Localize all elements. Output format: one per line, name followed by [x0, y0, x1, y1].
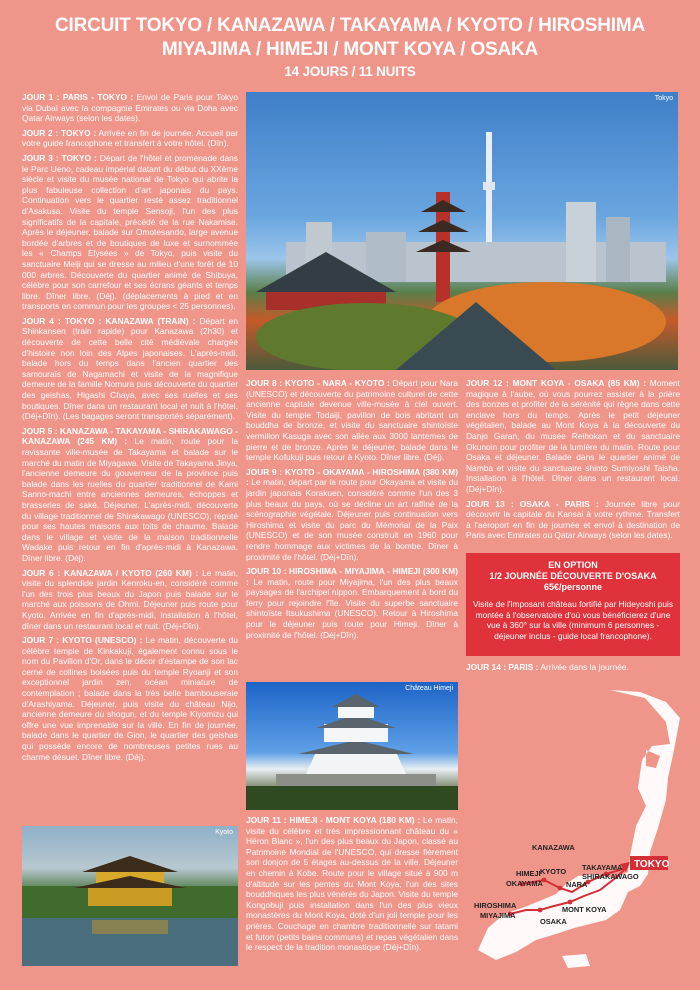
day-2	[22, 128, 238, 149]
map-label-kanazawa: KANAZAWA	[532, 843, 575, 852]
day-title: JOUR 13 : OSAKA - PARIS :	[466, 498, 599, 509]
day-title: JOUR 5 : KANAZAWA - TAKAYAMA - SHIRAKAWAGO - KANAZAWA (245 KM) :	[22, 425, 238, 447]
day-5	[22, 426, 238, 564]
map-label-takayama: TAKAYAMA	[582, 863, 623, 872]
kinkakuji-illustration	[22, 826, 238, 966]
day-title: JOUR 6 : KANAZAWA / KYOTO (260 KM) :	[22, 567, 199, 578]
map-label-okayama: OKAYAMA	[506, 879, 543, 888]
day-text: Le matin, départ par la route pour Okayama et visite du jardin japonais Korakuen, considéré comme l'un des 3 plus beaux du pays, où se décline un art raffiné de la scénographie végétale. Déjeuner puis continuation vers Hiroshima et visite du parc du Mémorial de la Paix (UNESCO) et de son musée construit en 1960 pour rendre hommage aux victimes de la bombe. Dîner à proximité de l'hôtel. (Déj+Dîn).	[246, 477, 458, 562]
day-3	[22, 153, 238, 312]
japan-route-map	[470, 688, 682, 970]
day-text: Départ de l'hôtel et promenade dans le Parc Ueno, cadeau impérial datant du début du XXème siècle et visite du musée national de Tokyo qui abrite la plus fabuleuse collection d'art japonais du pays. Continuation vers le quartier resté assez traditionnel d'Asakusa. Visite du temple Sensoji, l'un des plus significatifs de la capitale, précédé de la rue Nakamise. Après le déjeuner, balade sur Omotesando, large avenue bordée d'arbres et de boutiques de luxe et surnommée les « Champs Elysées » de Tokyo, puis visite du sanctuaire Meiji qui se dresse au milieu d'une forêt de 10 000 arbres. Découverte du quartier animé de Shibuya, célèbre pour son carrefour et ses écrans géants et temps libre. Dîner libre. (Déj). (déplacements à pied et en transports en commun pour les groupes < 25 personnes).	[22, 152, 238, 312]
itinerary-column-3	[466, 378, 680, 545]
tokyo-photo-caption: Tokyo	[654, 95, 673, 102]
day-14	[466, 662, 680, 673]
tokyo-photo	[246, 92, 678, 370]
day-text: Le matin, route pour la ravissante ville-musée de Takayama et balade sur le marché du matin de Miyagawa. Visite de Takayama Jinya, l'ancienne demeure du gouverneur de la province puis balade dans les ruelles du quartier traditionnel de Kami Sanno-machi entre anciennes demeures, échoppes et brasseries de saké. Déjeuner. L'après-midi, découverte du village traditionnel de Shirakawago (UNESCO), réputé pour ses hautes maisons aux toits de chaume. Balade dans le village et visite de la maison traditionnelle Wadake puis retour en fin d'après-midi à Kanazawa. Dîner libre. (Déj).	[22, 436, 238, 563]
map-label-osaka: OSAKA	[540, 917, 567, 926]
day-12	[466, 378, 680, 495]
map-label-nara: NARA	[566, 880, 588, 889]
day-7	[22, 635, 238, 762]
option-heading: EN OPTION	[548, 560, 598, 570]
map-label-miyajima: MIYAJIMA	[480, 911, 516, 920]
himeji-photo-caption: Château Himeji	[405, 685, 453, 692]
day-1	[22, 92, 238, 124]
day-4	[22, 316, 238, 422]
day-13	[466, 499, 680, 541]
day-title: JOUR 1 : PARIS - TOKYO :	[22, 92, 134, 102]
map-label-shirakawago: SHIRAKAWAGO	[582, 872, 639, 881]
itinerary-column-2-continued	[246, 815, 458, 957]
option-box	[466, 553, 680, 656]
day-text: Arrivée en fin de journée. Accueil par votre guide francophone et transfert à votre hôtel. (Dîn).	[22, 127, 238, 149]
map-dot	[538, 908, 543, 913]
title-line-1: CIRCUIT TOKYO / KANAZAWA / TAKAYAMA / KYOTO / HIROSHIMA	[55, 15, 645, 36]
day-title: JOUR 12 : MONT KOYA - OSAKA (85 KM) :	[466, 378, 647, 388]
map-dot	[568, 900, 573, 905]
day-title: JOUR 14 : PARIS :	[466, 662, 539, 672]
day-title: JOUR 2 : TOKYO :	[22, 127, 97, 138]
day-text: Arrivée dans la journée.	[538, 662, 629, 672]
map-label-kyoto: KYOTO	[540, 867, 567, 876]
tokyo-skyline-illustration	[246, 92, 678, 370]
option-subheading: 1/2 JOURNÉE DÉCOUVERTE D'OSAKA	[489, 571, 657, 581]
option-price: 65€/personne	[543, 582, 603, 592]
day-title: JOUR 7 : KYOTO (UNESCO) :	[22, 635, 143, 646]
day-8	[246, 378, 458, 463]
day-title: JOUR 4 : TOKYO : KANAZAWA (TRAIN) :	[22, 315, 196, 326]
itinerary-column-2	[246, 378, 458, 644]
kyoto-photo-caption: Kyoto	[215, 829, 233, 836]
day-text: Moment magique à l'aube, où vous pourrez assister à la prière des bonzes et profiter de la sérénité qui règne dans cette enclave hors du temps. Après le petit déjeuner végétalien, balade au Mont Koya à la découverte du Danjo Garan, du musée Reihokan et du sanctuaire Okunoin pour profiter de la lumière du matin. Route pour Osaka et déjeuner. Balade dans le quartier animé de Namba et visite du sanctuaire shinto Sumiyoshi Taisha. Installation à l'hôtel. Dîner dans un restaurant local. (Déj+Dîn).	[466, 378, 680, 494]
map-label-mont-koya: MONT KOYA	[562, 905, 607, 914]
day-11	[246, 815, 458, 953]
title-line-2: MIYAJIMA / HIMEJI / MONT KOYA / OSAKA	[161, 39, 539, 60]
title-duration: 14 JOURS / 11 NUITS	[284, 64, 416, 79]
day-text: Le matin, visite du célèbre et très impressionnant château du « Héron Blanc », l'un des plus beaux du Japon, classé au Patrimoine Mondial de l'UNESCO, qui dresse fièrement son donjon de 5 étages au-dessus de la ville. Déjeuner en chemin à Kobe. Route pour le village situé à 900 m d'altitude sur les pentes du Mont Koya, l'un des sites bouddhiques les plus vénérés du Japon. Visite du temple Kongobuji puis installation dans l'un des plus vieux monastères du Mont Koya, doté d'un joli temple pour les prières. Couchage en chambre traditionnelle sur tatami et futon (petits bains communs) et repas végétalien dans le respect de la tradition monastique (Déj+Dîn).	[246, 815, 458, 953]
day-title: JOUR 8 : KYOTO - NARA - KYOTO :	[246, 378, 390, 388]
map-dot	[558, 886, 563, 891]
day-title: JOUR 10 : HIROSHIMA - MIYAJIMA - HIMEJI (300 KM) :	[246, 566, 458, 587]
day-text: Départ en Shinkansen (train rapide) pour Kanazawa (2h30) et découverte de cette belle cité médiévale chargée d'histoire non loin des Alpes japonaises. L'après-midi, balade hors du temps dans l'ancien quartier des samouraïs de Nagamachi et visite de la magnifique demeure de la famille Nomura puis découverte du quartier des geishas, Higashi Chaya, avec ses ruelles et ses boutiques. Dîner dans un restaurant local et nuit à l'hôtel. (Déj+Dîn). (Les bagages seront transportés séparément).	[22, 315, 239, 422]
map-label-hiroshima: HIROSHIMA	[474, 901, 517, 910]
day-title: JOUR 11 : HIMEJI - MONT KOYA (180 KM) :	[246, 815, 421, 825]
himeji-photo	[246, 682, 458, 810]
kyoto-photo	[22, 826, 238, 966]
day-6	[22, 568, 238, 632]
day-text: Envol de Paris pour Tokyo via Dubaï avec la compagnie Emirates ou via Doha avec Qatar Airways (selon les dates).	[22, 92, 239, 124]
day-title: JOUR 9 : KYOTO - OKAYAMA - HIROSHIMA (380 KM) :	[246, 466, 458, 488]
map-label-himeji: HIMEJI	[516, 869, 541, 878]
himeji-castle-illustration	[246, 682, 458, 810]
day-text: Le matin, route pour Miyajima, l'un des plus beaux paysages de l'archipel nippon. Embarquement à bord du ferry pour rejoindre l'île. Visite du superbe sanctuaire shintoïste Itsukushima (UNESCO). Retour à Hiroshima pour le déjeuner puis route pour Himeji. Dîner à proximité de l'hôtel. (Déj+Dîn).	[246, 576, 458, 640]
day-text: Le matin, visite du splendide jardin Kenroku-en, considéré comme l'un des trois plus beaux du Japon puis balade sur le marché aux poissons de Ohmi. Déjeuner puis route pour Kyoto. Arrivée en fin d'après-midi, installation à l'hôtel, dîner dans un restaurant local et nuit. (Déj+Dîn).	[22, 567, 238, 631]
day-text: Départ pour Nara (UNESCO) et découverte du patrimoine culturel de cette ancienne capitale devenue ville-musée à ciel ouvert. Visite du temple Todaiji, pavillon de bois abritant un bouddha de bronze, et visite du sanctuaire shintoïste vermillon Kasuga avec son allée aux 3000 lanternes de pierre et de bronze. Après le déjeuner, balade dans le temple Kofukuji puis retour à Kyoto. Dîner libre. (Déj).	[246, 378, 458, 463]
day-text: Journée libre pour découvrir la capitale du Kansai à votre rythme. Transfert à l'aéroport en fin de journée et envol à destination de Paris avec Emirates ou Qatar Airways (selon les dates).	[466, 498, 680, 541]
itinerary-column-1	[22, 92, 238, 766]
map-label-tokyo: TOKYO	[634, 859, 670, 870]
option-text: Visite de l'imposant château fortifié par Hideyoshi puis montée à l'observatoire d'où vous bénéficierez d'une vue à 360° sur la ville (minimum 6 personnes - déjeuner inclus - guide local francophone).	[472, 599, 674, 641]
day-text: Le matin, découverte du célèbre temple de Kinkakuji, également connu sous le nom du Pavillon d'Or, dans le décor d'estampe de son lac cerné de collines boisées puis du temple Ryoanji et son exceptionnel jardin zen, océan miniature de contemplation ; balade dans la très belle bambouseraie d'Arashiyama. Déjeuner, puis visite du château Nijo, ancienne demeure du shogun, et du temple Kiyomizu qui offre une vue imprenable sur la ville. En fin de journée, balade dans le quartier de Gion, le quartier des geishas qui possède encore de nombreuses petites rues au charme désuet. Dîner libre. (Déj).	[22, 635, 238, 762]
japan-land-shape	[478, 690, 680, 968]
day-9	[246, 467, 458, 562]
day-10	[246, 566, 458, 640]
day-title: JOUR 3 : TOKYO :	[22, 152, 97, 163]
